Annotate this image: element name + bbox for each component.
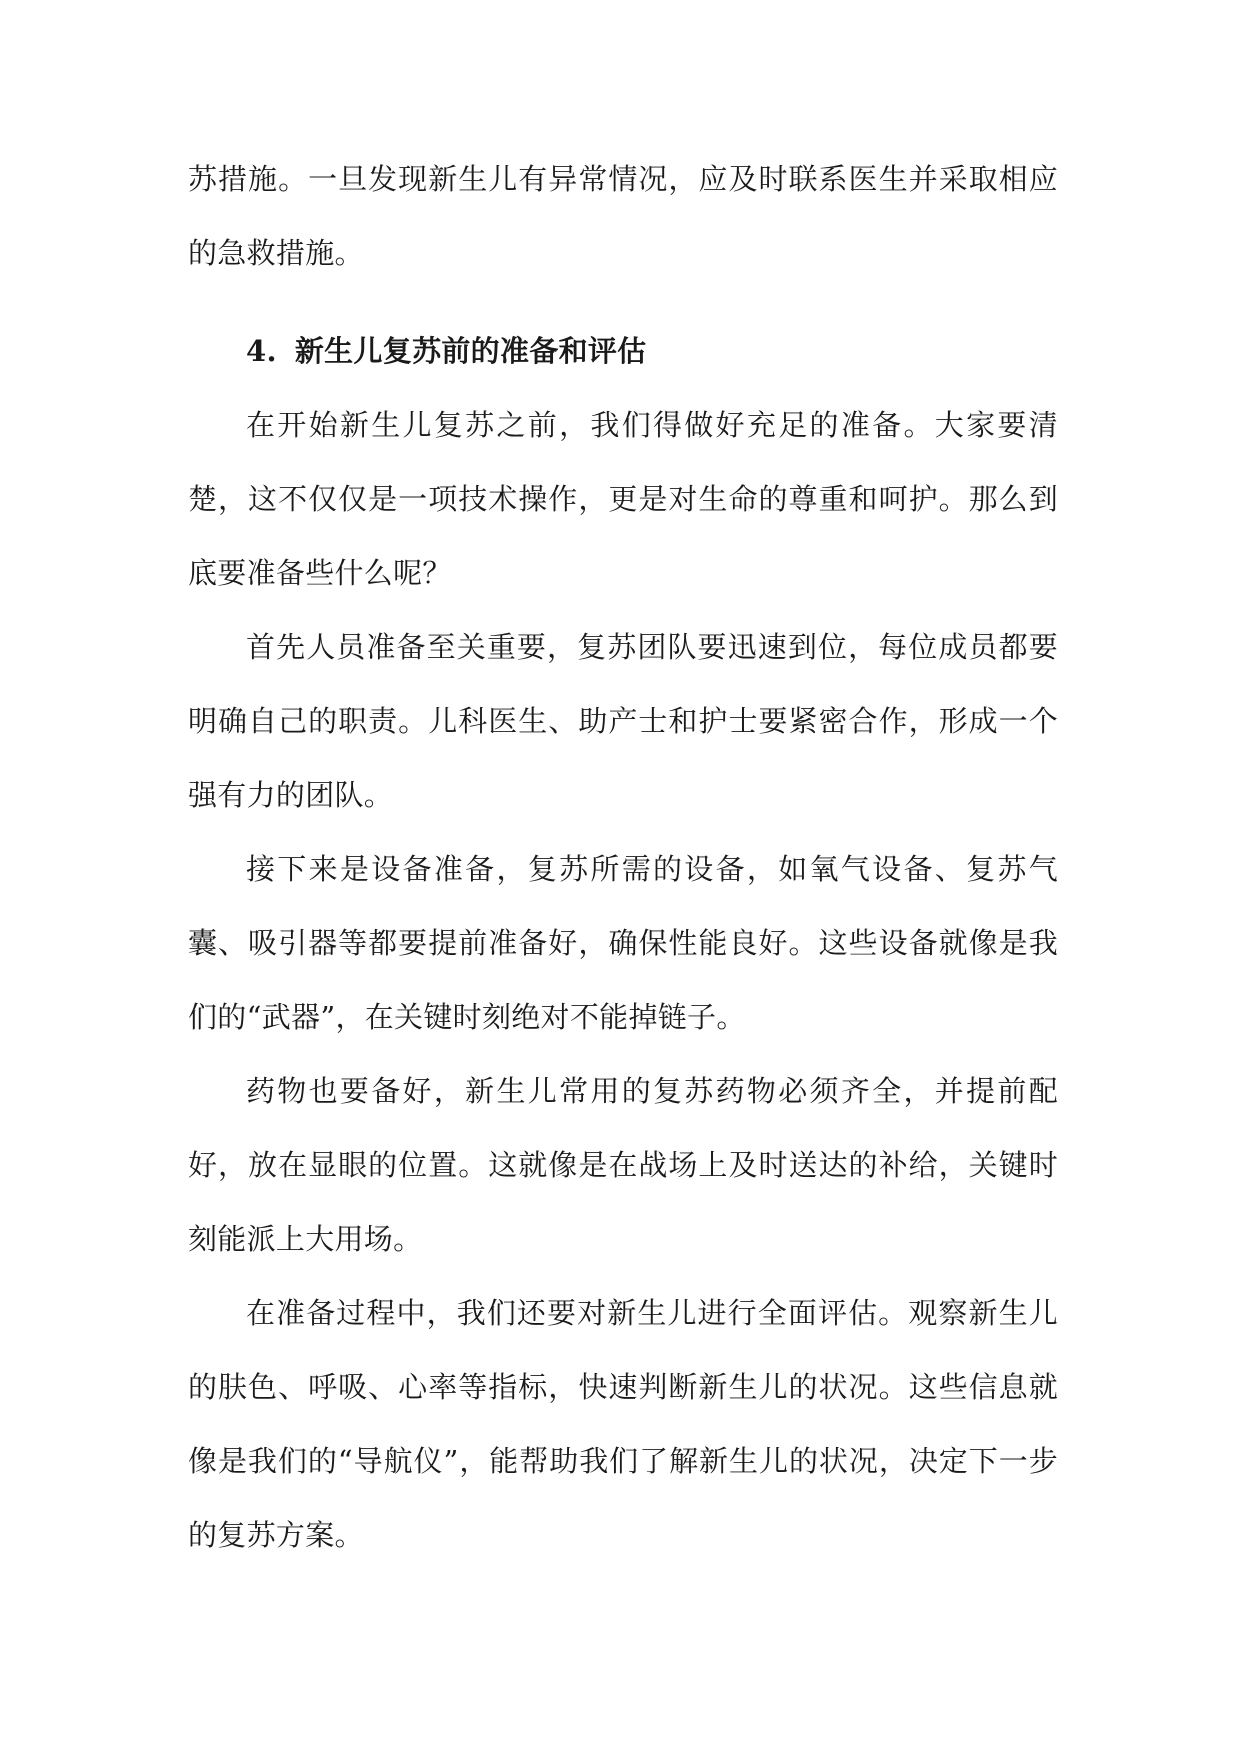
paragraph-assessment: 在准备过程中，我们还要对新生儿进行全面评估。观察新生儿的肤色、呼吸、心率等指标，快速判断新生儿的状况。这些信息就像是我们的“导航仪”，能帮助我们了解新生儿的状况，决定下一步的复苏方案。 — [188, 1296, 1058, 1552]
section-number: 4. — [246, 334, 277, 368]
paragraph-medication: 药物也要备好，新生儿常用的复苏药物必须齐全，并提前配好，放在显眼的位置。这就像是在战场上及时送达的补给，关键时刻能派上大用场。 — [188, 1074, 1058, 1256]
section-title: 新生儿复苏前的准备和评估 — [294, 334, 647, 368]
paragraph-equipment: 接下来是设备准备，复苏所需的设备，如氧气设备、复苏气囊、吸引器等都要提前准备好，确保性能良好。这些设备就像是我们的“武器”，在关键时刻绝对不能掉链子。 — [188, 852, 1058, 1034]
document-body — [188, 142, 1058, 1572]
paragraph-personnel: 首先人员准备至关重要，复苏团队要迅速到位，每位成员都要明确自己的职责。儿科医生、助产士和护士要紧密合作，形成一个强有力的团队。 — [188, 630, 1058, 812]
paragraph-preparation-intro: 在开始新生儿复苏之前，我们得做好充足的准备。大家要清楚，这不仅仅是一项技术操作，更是对生命的尊重和呵护。那么到底要准备些什么呢？ — [188, 408, 1058, 590]
section-heading — [188, 314, 1058, 388]
continuation-paragraph: 苏措施。一旦发现新生儿有异常情况，应及时联系医生并采取相应的急救措施。 — [188, 162, 1058, 270]
